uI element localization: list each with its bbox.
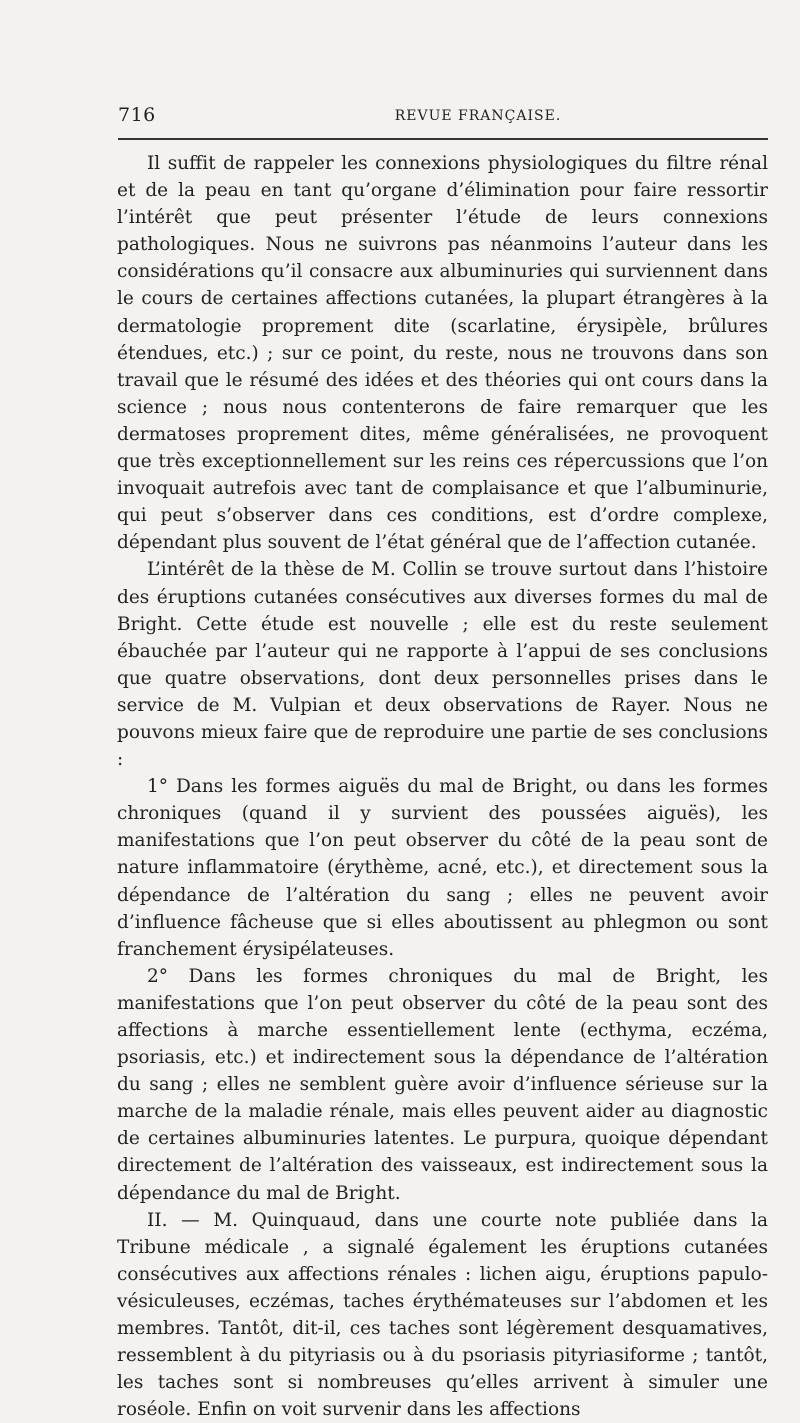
paragraph: 2° Dans les formes chroniques du mal de Bright, les manifestations que l’on peut observer du côté de la peau sont des affections à marche essentiellement lente (ecthyma, eczéma, psoriasis, etc.) et indirectement sous la dépendance de l’altération du sang ; elles ne semblent guère avoir d’influence sérieuse sur la marche de la maladie rénale, mais elles peuvent aider au diagnostic de certaines albuminuries latentes. Le purpura, quoique dépendant directement de l’altération des vaisseaux, est indirectement sous la dépendance du mal de Bright. xyxy=(117,965,768,1204)
paragraph: 1° Dans les formes aiguës du mal de Bright, ou dans les formes chroniques (quand il y survient des poussées aiguës), les manifestations que l’on peut observer du côté de la peau sont de nature inflammatoire (érythème, acné, etc.), et directement sous la dépendance de l’altération du sang ; elles ne peuvent avoir d’influence fâcheuse que si elles aboutissent au phlegmon ou sont franchement érysipélateuses. xyxy=(117,776,768,960)
body-text xyxy=(117,150,768,1423)
paragraph: II. — M. Quinquaud, dans une courte note publiée dans la Tribune médicale , a signalé également les éruptions cutanées consécutives aux affections rénales : lichen aigu, éruptions papulo-vésiculeuses, eczémas, taches érythémateuses sur l’abdomen et les membres. Tantôt, dit-il, ces taches sont légèrement desquamatives, ressemblent à du pityriasis ou à du psoriasis pityriasiforme ; tantôt, les taches sont si nombreuses qu’elles arrivent à simuler une roséole. Enfin on voit survenir dans les affections xyxy=(117,1209,768,1421)
page-header xyxy=(118,104,768,130)
running-title: REVUE FRANÇAISE. xyxy=(394,108,562,124)
header-rule xyxy=(118,138,768,140)
page-number: 716 xyxy=(118,104,156,126)
paragraph: Il suffit de rappeler les connexions physiologiques du filtre rénal et de la peau en tant qu’organe d’élimination pour faire ressortir l’intérêt que peut présenter l’étude de leurs connexions pathologiques. Nous ne suivrons pas néanmoins l’auteur dans les considérations qu’il consacre aux albuminuries qui surviennent dans le cours de certaines affections cutanées, la plupart étrangères à la dermatologie proprement dite (scarlatine, érysipèle, brûlures étendues, etc.) ; sur ce point, du reste, nous ne trouvons dans son travail que le résumé des idées et des théories qui ont cours dans la science ; nous nous contenterons de faire remarquer que les dermatoses proprement dites, même généralisées, ne provoquent que très exceptionnellement sur les reins ces répercussions que l’on invoquait autrefois avec tant de complaisance et que l’albuminurie, qui peut s’observer dans ces conditions, est d’ordre complexe, dépendant plus souvent de l’état général que de l’affection cutanée. xyxy=(117,153,768,554)
paragraph: L’intérêt de la thèse de M. Collin se trouve surtout dans l’histoire des éruptions cutanées consécutives aux diverses formes du mal de Bright. Cette étude est nouvelle ; elle est du reste seulement ébauchée par l’auteur qui ne rapporte à l’appui de ses conclusions que quatre observations, dont deux personnelles prises dans le service de M. Vulpian et deux observations de Rayer. Nous ne pouvons mieux faire que de reproduire une partie de ses conclusions : xyxy=(117,559,768,771)
